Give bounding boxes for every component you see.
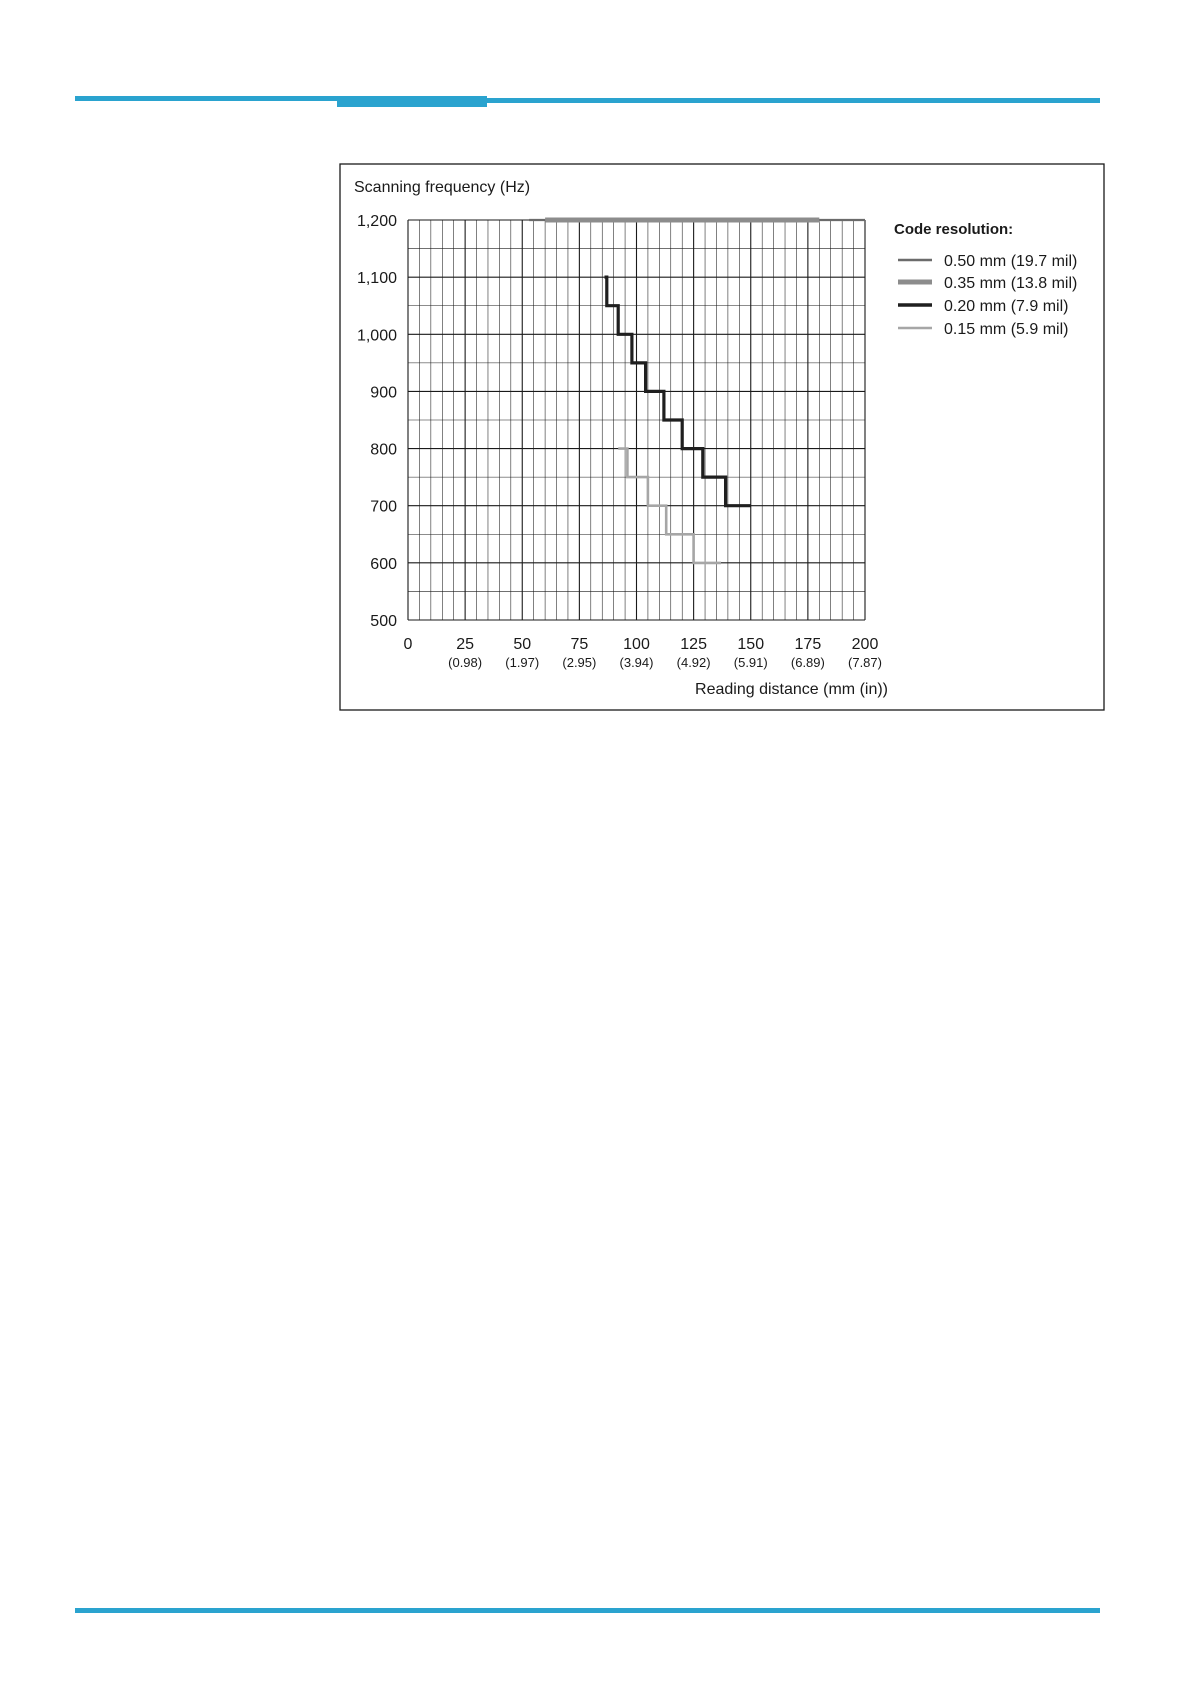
x-tick-label-inch: (4.92) [676, 655, 711, 670]
plot-grid [408, 220, 865, 620]
chart-frame [340, 164, 1104, 710]
legend [898, 253, 1077, 338]
y-tick-label: 1,000 [356, 327, 397, 345]
y-axis-label: Scanning frequency (Hz) [354, 179, 531, 196]
y-tick-label: 1,100 [356, 270, 397, 288]
x-tick-label-inch: (5.91) [733, 655, 768, 670]
x-tick-label: 75 [570, 636, 589, 653]
x-tick-label-inch: (0.98) [448, 655, 483, 670]
x-tick-label-inch: (2.95) [562, 655, 597, 670]
y-tick-label: 700 [370, 498, 397, 516]
legend-label-s020: 0.20 mm (7.9 mil) [944, 298, 1069, 315]
y-tick-label: 800 [370, 441, 397, 459]
x-tick-label-inch: (3.94) [619, 655, 654, 670]
x-tick-label: 0 [403, 636, 413, 653]
x-tick-label: 125 [680, 636, 707, 653]
axis-ticks [357, 213, 882, 670]
x-tick-label: 150 [737, 636, 765, 653]
x-tick-label: 25 [456, 636, 475, 653]
y-tick-label: 500 [370, 613, 397, 630]
x-tick-label: 175 [794, 636, 822, 653]
y-tick-label: 600 [370, 555, 397, 573]
y-tick-label: 900 [370, 384, 397, 402]
y-tick-label: 1,200 [356, 213, 397, 230]
legend-label-s015: 0.15 mm (5.9 mil) [944, 321, 1069, 338]
legend-label-s035: 0.35 mm (13.8 mil) [944, 275, 1078, 292]
legend-title: Code resolution: [894, 221, 1014, 238]
x-tick-label-inch: (1.97) [505, 655, 540, 670]
x-tick-label: 200 [851, 636, 879, 653]
x-tick-label-inch: (7.87) [848, 655, 882, 670]
x-tick-label-inch: (6.89) [790, 655, 825, 670]
x-tick-label: 100 [623, 636, 650, 653]
legend-label-s050: 0.50 mm (19.7 mil) [944, 253, 1078, 270]
x-tick-label: 50 [513, 636, 532, 653]
x-axis-label: Reading distance (mm (in)) [695, 681, 888, 698]
